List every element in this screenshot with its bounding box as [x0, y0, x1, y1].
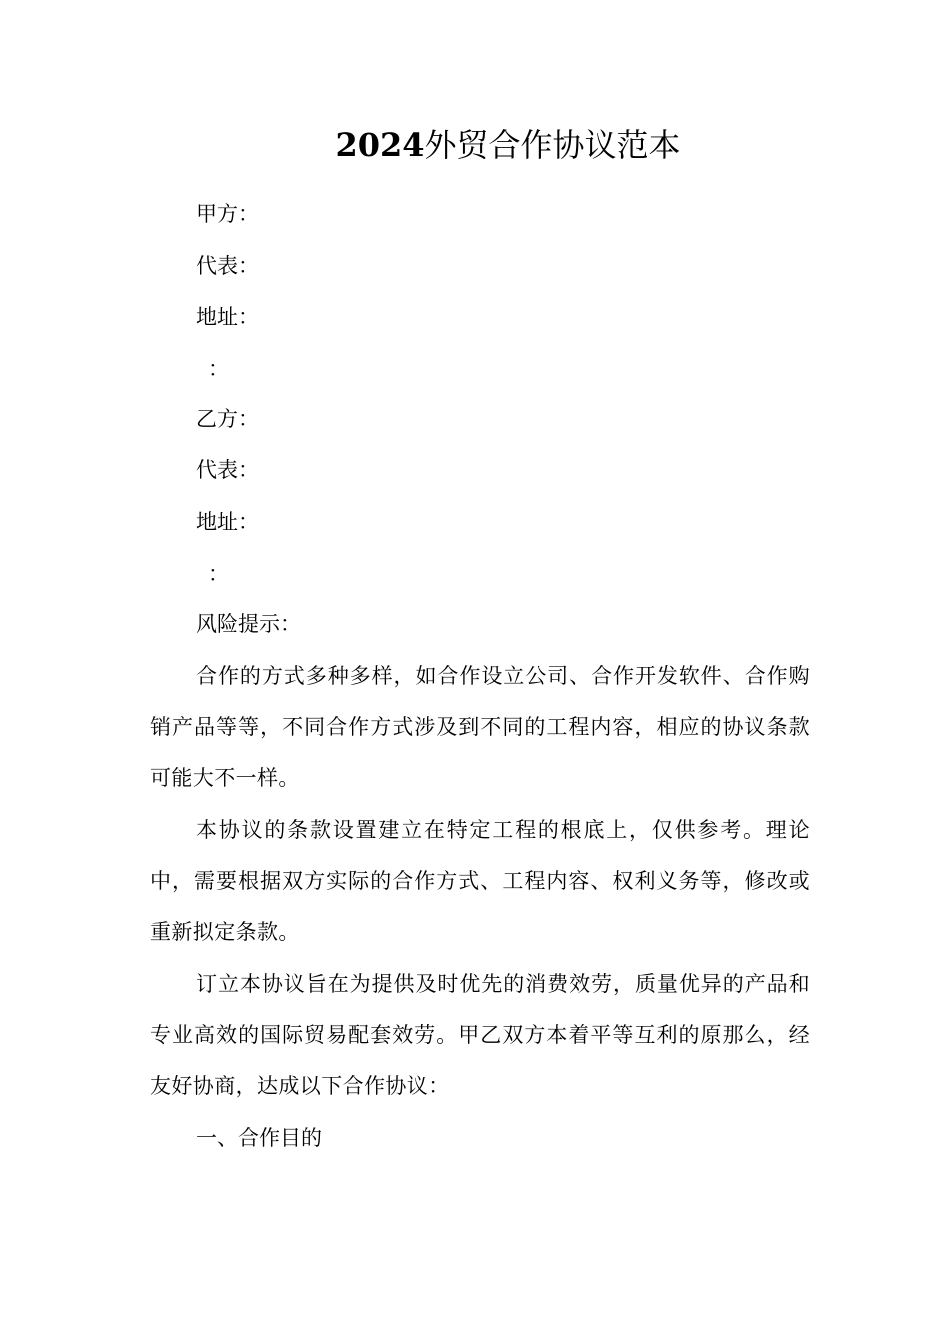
party-b-blank-field: ： [208, 562, 229, 586]
party-a-label: 甲方： [196, 202, 259, 226]
party-b-representative: 代表： [196, 458, 259, 482]
paragraph-agreement-purpose: 订立本协议旨在为提供及时优先的消费效劳，质量优异的产品和专业高效的国际贸易配套效劳。甲乙双方本着平等互利的原那么，经友好协商，达成以下合作协议： [150, 972, 810, 1098]
paragraph-cooperation-methods: 合作的方式多种多样，如合作设立公司、合作开发软件、合作购销产品等等，不同合作方式涉及到不同的工程内容，相应的协议条款可能大不一样。 [150, 664, 810, 790]
title-text: 外贸合作协议范本 [424, 126, 681, 164]
party-a-blank-field: ： [208, 357, 229, 381]
paragraph-reference-note: 本协议的条款设置建立在特定工程的根底上，仅供参考。理论中，需要根据双方实际的合作方式、工程内容、权利义务等，修改或重新拟定条款。 [150, 818, 810, 944]
risk-notice-label: 风险提示： [196, 612, 301, 636]
document-title [0, 120, 950, 170]
party-a-representative: 代表： [196, 254, 259, 278]
party-b-address: 地址： [196, 510, 259, 534]
section-heading-cooperation-purpose: 一、合作目的 [196, 1126, 322, 1150]
party-b-label: 乙方： [196, 407, 259, 431]
title-year: 2024 [335, 126, 425, 164]
party-a-address: 地址： [196, 305, 259, 329]
